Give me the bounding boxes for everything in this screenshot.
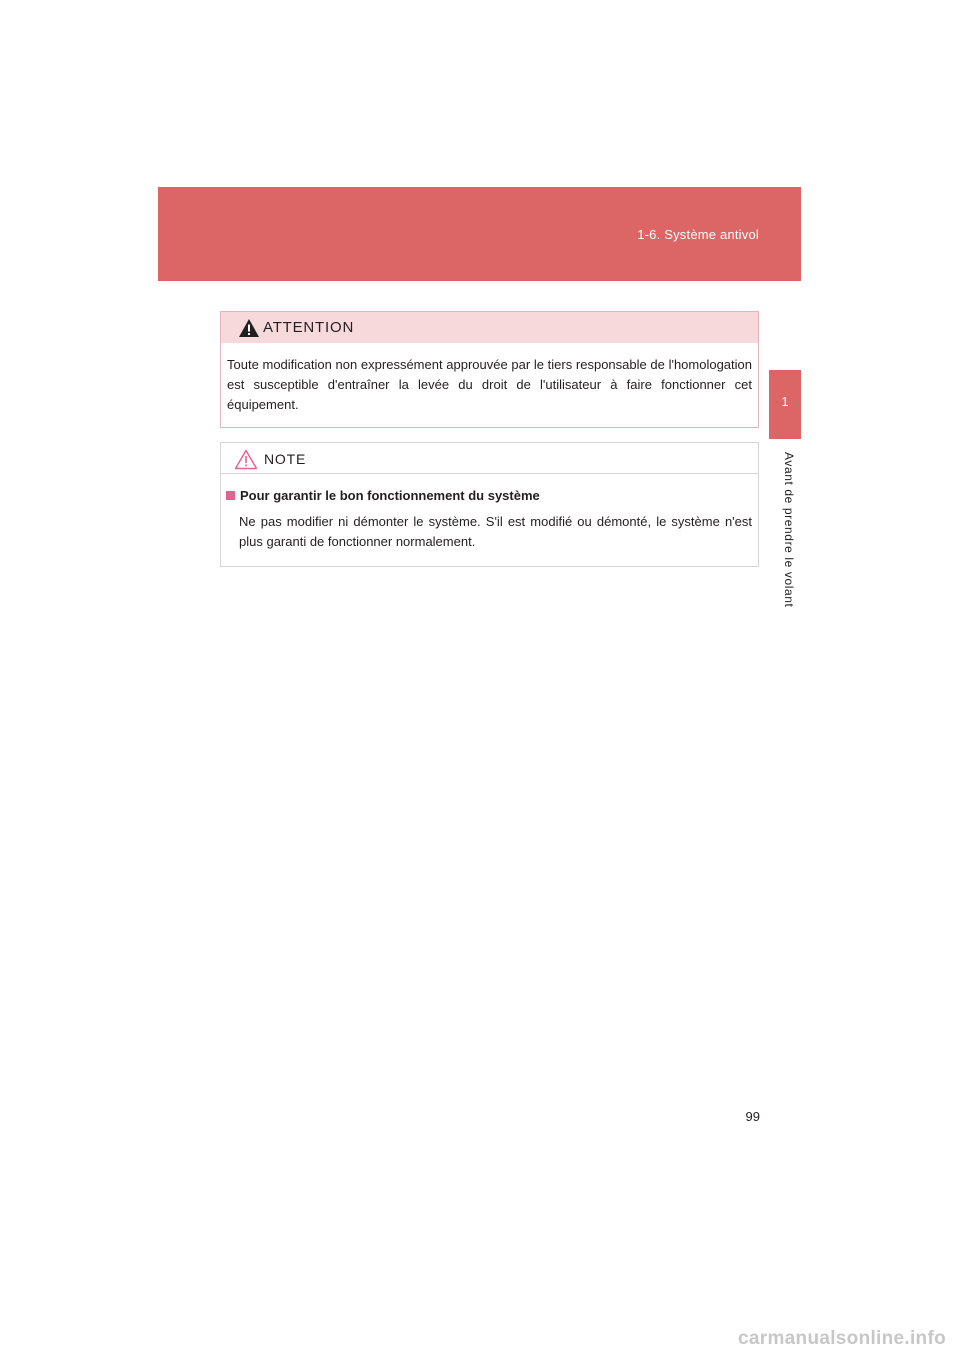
- watermark: carmanualsonline.info: [738, 1328, 946, 1349]
- note-box: [220, 442, 759, 567]
- chapter-label: Avant de prendre le volant: [782, 452, 796, 608]
- chapter-tab: [769, 370, 801, 439]
- warning-title: ATTENTION: [263, 319, 355, 336]
- warning-triangle-outline-icon: [234, 449, 258, 470]
- warning-box: [220, 311, 759, 428]
- section-title: 1-6. Système antivol: [637, 227, 759, 242]
- note-item-heading-text: Pour garantir le bon fonctionnement du système: [240, 488, 540, 503]
- note-header: [221, 443, 758, 474]
- warning-body: Toute modification non expressément approuvée par le tiers responsable de l'homologation est susceptible d'entraîner la levée du droit de l'utilisateur à faire fonctionner cet équipement.: [227, 357, 752, 412]
- note-title: NOTE: [264, 451, 307, 467]
- page-number: 99: [745, 1109, 760, 1124]
- header-band: [158, 187, 801, 281]
- warning-header: [221, 312, 758, 343]
- note-item-body: Ne pas modifier ni démonter le système. S'il est modifié ou démonté, le système n'est plus garanti de fonctionner normalement.: [239, 514, 752, 549]
- bullet-square-icon: [226, 491, 235, 500]
- chapter-number: 1: [781, 394, 789, 409]
- note-item-heading: [226, 488, 540, 503]
- warning-triangle-filled-icon: [238, 318, 260, 338]
